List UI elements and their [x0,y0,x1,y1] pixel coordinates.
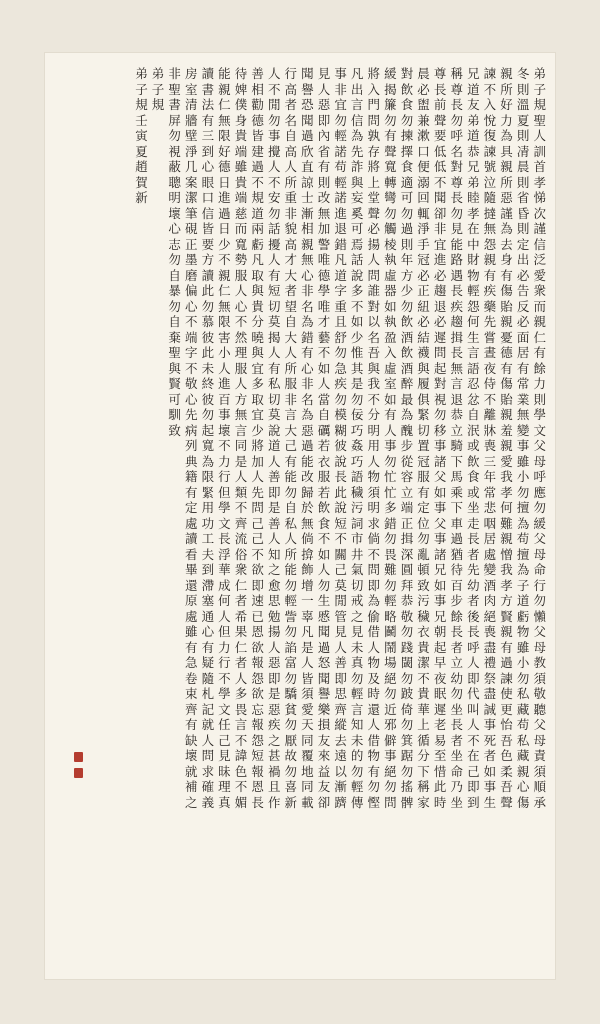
text-column: 將 入 門 問 孰 存 將 上 堂 聲 必 揚 人 問 誰 對 以 名 吾 與 我 不 分 明 用 人 物 須 明 求 倘 不 問 即 為 偷 借 人 物 及 時 還 人 借 物 有 勿 慳 [367,66,381,810]
text-column: 見 人 惡 即 內 省 有 則 改 無 加 警 唯 德 學 唯 才 藝 不 如 人 當 自 礪 若 衣 服 若 飲 食 不 如 人 勿 生 慼 聞 過 怒 聞 譽 樂 損 友 來 益 友 卻 [317,66,331,810]
text-column: 房 室 清 牆 壁 淨 几 案 潔 筆 硯 正 墨 磨 偏 心 不 端 字 不 敬 心 先 病 列 典 籍 有 定 處 讀 看 畢 還 原 處 雖 有 急 卷 束 齊 有 缺 壞 就 補 之 [184,66,198,810]
calligraphy-paper [44,52,556,980]
text-column: 親 所 好 力 為 具 親 所 惡 謹 為 去 身 有 傷 貽 親 憂 德 有 傷 貽 親 羞 親 愛 我 孝 何 難 親 憎 我 孝 方 賢 親 有 過 諫 使 更 怡 吾 色 柔 吾 聲 [500,66,513,810]
text-column: 兄 道 友 弟 道 恭 兄 弟 睦 孝 在 中 財 物 輕 怨 何 生 言 語 忍 忿 自 泯 或 飲 食 或 坐 走 長 者 先 幼 者 後 長 呼 人 即 代 叫 人 不 在 己 即 到 [467,66,480,810]
text-column: 稱 尊 長 勿 呼 名 對 尊 長 勿 見 能 路 遇 長 疾 趨 揖 長 無 言 退 恭 立 騎 下 馬 乘 下 車 過 猶 待 百 步 餘 長 者 立 幼 勿 坐 長 者 坐 命 乃 坐 [450,66,463,810]
text-column: 善 相 勸 德 皆 建 過 不 規 道 兩 虧 凡 取 與 貴 分 曉 與 宜 多 取 宜 少 將 加 人 先 問 己 己 不 欲 即 速 已 恩 欲 報 怨 欲 忘 報 怨 短 報 恩 長 [251,66,264,810]
text-column: 凡 出 言 信 為 先 詐 與 妄 奚 可 焉 話 說 多 不 如 少 惟 其 是 勿 佞 巧 姦 巧 語 穢 污 詞 市 井 氣 切 戒 之 見 未 真 勿 輕 言 知 未 的 勿 輕 傳 [350,66,364,810]
text-column: 對 飲 食 勿 揀 擇 食 適 可 勿 過 則 年 方 少 勿 飲 酒 飲 酒 醉 最 為 醜 步 從 容 立 端 正 揖 深 圓 拜 恭 敬 勿 踐 閾 勿 跛 倚 勿 箕 踞 勿 搖 髀 [400,66,414,810]
text-column: 晨 必 盥 兼 漱 口 便 溺 回 輒 淨 手 冠 必 正 紐 必 結 襪 與 履 俱 緊 切 置 冠 服 有 定 位 勿 亂 頓 致 污 穢 衣 貴 潔 不 貴 華 上 循 分 下 稱 家 [417,66,430,810]
text-column: 聞 譽 恐 聞 過 欣 直 諒 士 漸 相 親 無 心 非 名 為 錯 有 心 非 名 為 惡 過 能 改 歸 於 無 倘 揜 飾 增 一 辜 凡 是 人 皆 須 愛 天 同 覆 地 同 載 [301,66,314,810]
signature-column: 弟 子 規 [151,66,165,112]
text-column: 緩 揭 簾 勿 有 聲 寬 轉 彎 勿 觸 棱 執 虛 器 如 執 盈 入 虛 室 如 有 人 事 勿 忙 忙 多 錯 勿 畏 難 勿 輕 略 鬬 鬧 場 絕 勿 近 邪 僻 事 絕 勿 問 [384,66,397,810]
text-column: 行 高 者 名 自 高 人 所 重 非 貌 高 才 大 者 望 自 大 人 所 服 非 言 大 己 有 能 勿 自 私 人 所 能 勿 輕 訾 勿 諂 富 勿 驕 貧 勿 厭 故 勿 喜 新 [284,66,298,810]
text-column: 諫 不 入 悅 復 諫 號 泣 隨 撻 無 怨 親 有 疾 藥 先 嘗 晝 夜 侍 不 離 牀 喪 三 年 常 悲 咽 居 處 變 酒 肉 絕 喪 盡 禮 祭 盡 誠 事 死 者 如 事 生 [483,66,497,810]
text-column: 弟 子 規 聖 人 訓 首 孝 悌 次 謹 信 泛 愛 衆 而 親 仁 有 餘 力 則 學 文 父 母 呼 應 勿 緩 父 母 命 行 勿 懶 父 母 教 須 敬 聽 父 母 責 須 順 承 [533,66,546,810]
text-column: 事 非 宜 勿 輕 諾 苟 輕 諾 進 退 錯 凡 道 字 重 且 舒 勿 急 疾 勿 模 糊 彼 說 長 此 說 短 不 關 己 莫 閒 管 見 人 善 即 思 齊 縱 去 遠 以 漸 躋 [334,66,347,810]
signature-column: 弟 子 規 壬 寅 夏 趙 賀 新 [135,66,148,205]
text-column: 非 聖 書 屏 勿 視 蔽 聰 明 壞 心 志 勿 自 暴 勿 自 棄 聖 與 賢 可 馴 致 [168,66,181,438]
text-column: 讀 書 法 有 三 到 心 眼 口 信 皆 要 方 讀 此 勿 慕 彼 此 未 終 彼 勿 起 寬 為 限 緊 用 功 工 夫 到 滯 塞 通 心 有 疑 隨 札 記 就 人 問 求 確 義 [201,66,215,810]
seal-name [74,752,83,762]
text-column: 能 親 仁 無 限 好 德 日 進 過 日 少 不 親 仁 無 限 害 小 人 進 百 事 壞 不 力 行 但 學 文 長 浮 華 成 何 人 但 力 行 不 學 文 任 己 見 昧 理 真 [218,66,231,810]
text-column: 待 婢 僕 身 貴 端 雖 貴 端 慈 而 寬 勢 服 人 心 不 然 理 服 人 方 無 言 同 是 人 類 不 齊 流 俗 衆 仁 者 希 果 仁 者 人 多 畏 言 不 諱 色 不 媚 [234,66,248,810]
text-column: 尊 長 前 聲 要 低 低 不 聞 卻 非 宜 進 必 趨 退 必 遲 問 起 對 視 勿 移 事 諸 父 如 事 父 事 諸 兄 如 事 兄 朝 起 早 夜 眠 遲 老 易 至 惜 此 時 [433,66,447,810]
calligraphy-text [50,66,548,966]
text-column: 人 不 閒 勿 事 攪 人 不 安 勿 話 擾 人 有 短 切 莫 揭 人 有 私 切 莫 說 道 人 善 即 是 善 人 知 之 愈 思 勉 揚 人 惡 即 是 惡 疾 之 甚 禍 且 作 [267,66,281,810]
seal-studio [74,768,83,778]
text-column: 冬 則 溫 夏 則 凊 晨 則 省 昏 則 定 出 必 告 反 必 面 居 有 常 業 無 變 事 雖 小 勿 擅 為 苟 擅 為 子 道 虧 物 雖 小 勿 私 藏 苟 私 藏 親 心 傷 [516,66,530,810]
